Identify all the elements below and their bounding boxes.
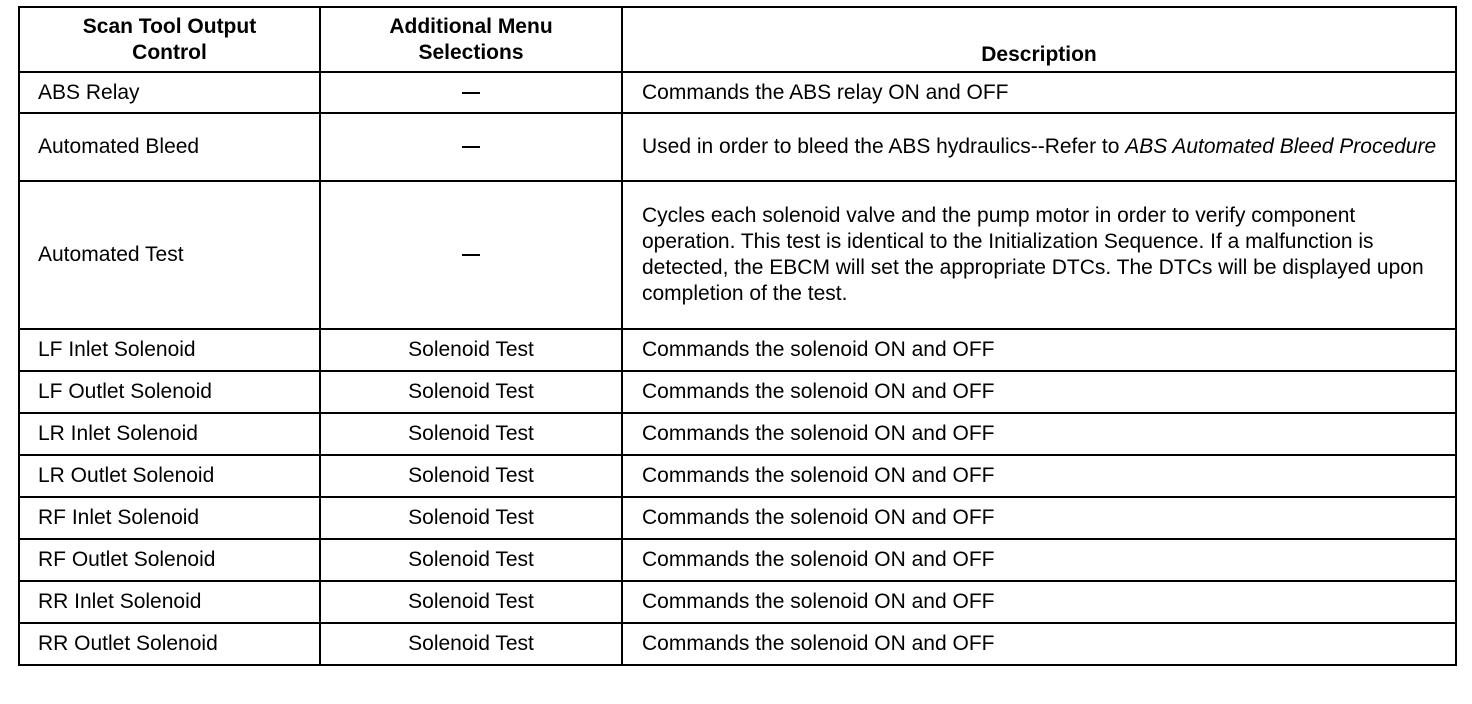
control-cell: Automated Test <box>19 181 320 329</box>
menu-cell: Solenoid Test <box>320 539 622 581</box>
control-cell: RR Inlet Solenoid <box>19 581 320 623</box>
table-row <box>19 497 1456 539</box>
dash-mark <box>462 92 480 94</box>
menu-cell: Solenoid Test <box>320 455 622 497</box>
table-row <box>19 181 1456 329</box>
description-text: Used in order to bleed the ABS hydraulics--Refer to <box>642 135 1126 158</box>
header-menu-line-1: Additional Menu <box>389 14 553 38</box>
table-row <box>19 581 1456 623</box>
control-cell: LR Inlet Solenoid <box>19 413 320 455</box>
menu-cell: Solenoid Test <box>320 329 622 371</box>
menu-cell: Solenoid Test <box>320 497 622 539</box>
header-control-line-2: Control <box>132 40 207 64</box>
table-row <box>19 329 1456 371</box>
header-control-line-1: Scan Tool Output <box>82 14 257 38</box>
procedure-reference: ABS Automated Bleed Procedure <box>1125 135 1437 158</box>
menu-cell <box>320 72 622 113</box>
description-cell: Commands the solenoid ON and OFF <box>622 329 1456 371</box>
header-menu-line-2: Selections <box>418 40 524 64</box>
control-cell: RF Outlet Solenoid <box>19 539 320 581</box>
control-cell: LF Outlet Solenoid <box>19 371 320 413</box>
menu-cell <box>320 113 622 181</box>
header-row <box>19 7 1456 72</box>
table-row <box>19 413 1456 455</box>
menu-cell: Solenoid Test <box>320 413 622 455</box>
menu-cell: Solenoid Test <box>320 581 622 623</box>
menu-cell <box>320 181 622 329</box>
description-cell: Commands the solenoid ON and OFF <box>622 497 1456 539</box>
control-cell: Automated Bleed <box>19 113 320 181</box>
header-scan-tool-output-control <box>19 7 320 72</box>
description-cell: Commands the solenoid ON and OFF <box>622 455 1456 497</box>
control-cell: RR Outlet Solenoid <box>19 623 320 665</box>
table-row <box>19 455 1456 497</box>
description-cell: Commands the solenoid ON and OFF <box>622 413 1456 455</box>
control-cell: LF Inlet Solenoid <box>19 329 320 371</box>
description-cell: Commands the solenoid ON and OFF <box>622 623 1456 665</box>
description-cell <box>622 113 1456 181</box>
table-row <box>19 539 1456 581</box>
dash-mark <box>462 254 480 256</box>
dash-mark <box>462 146 480 148</box>
control-cell: ABS Relay <box>19 72 320 113</box>
header-description: Description <box>622 7 1456 72</box>
description-cell: Commands the ABS relay ON and OFF <box>622 72 1456 113</box>
description-cell: Commands the solenoid ON and OFF <box>622 539 1456 581</box>
control-cell: RF Inlet Solenoid <box>19 497 320 539</box>
description-cell: Commands the solenoid ON and OFF <box>622 371 1456 413</box>
output-control-table <box>18 6 1457 666</box>
description-cell: Cycles each solenoid valve and the pump motor in order to verify component operation. This test is identical to the Initialization Sequence. If a malfunction is detected, the EBCM will set the appropriate DTCs. The DTCs will be displayed upon completion of the test. <box>622 181 1456 329</box>
header-additional-menu-selections <box>320 7 622 72</box>
table-row <box>19 371 1456 413</box>
table-row <box>19 623 1456 665</box>
menu-cell: Solenoid Test <box>320 371 622 413</box>
table-row <box>19 113 1456 181</box>
description-cell: Commands the solenoid ON and OFF <box>622 581 1456 623</box>
control-cell: LR Outlet Solenoid <box>19 455 320 497</box>
table-row <box>19 72 1456 113</box>
menu-cell: Solenoid Test <box>320 623 622 665</box>
